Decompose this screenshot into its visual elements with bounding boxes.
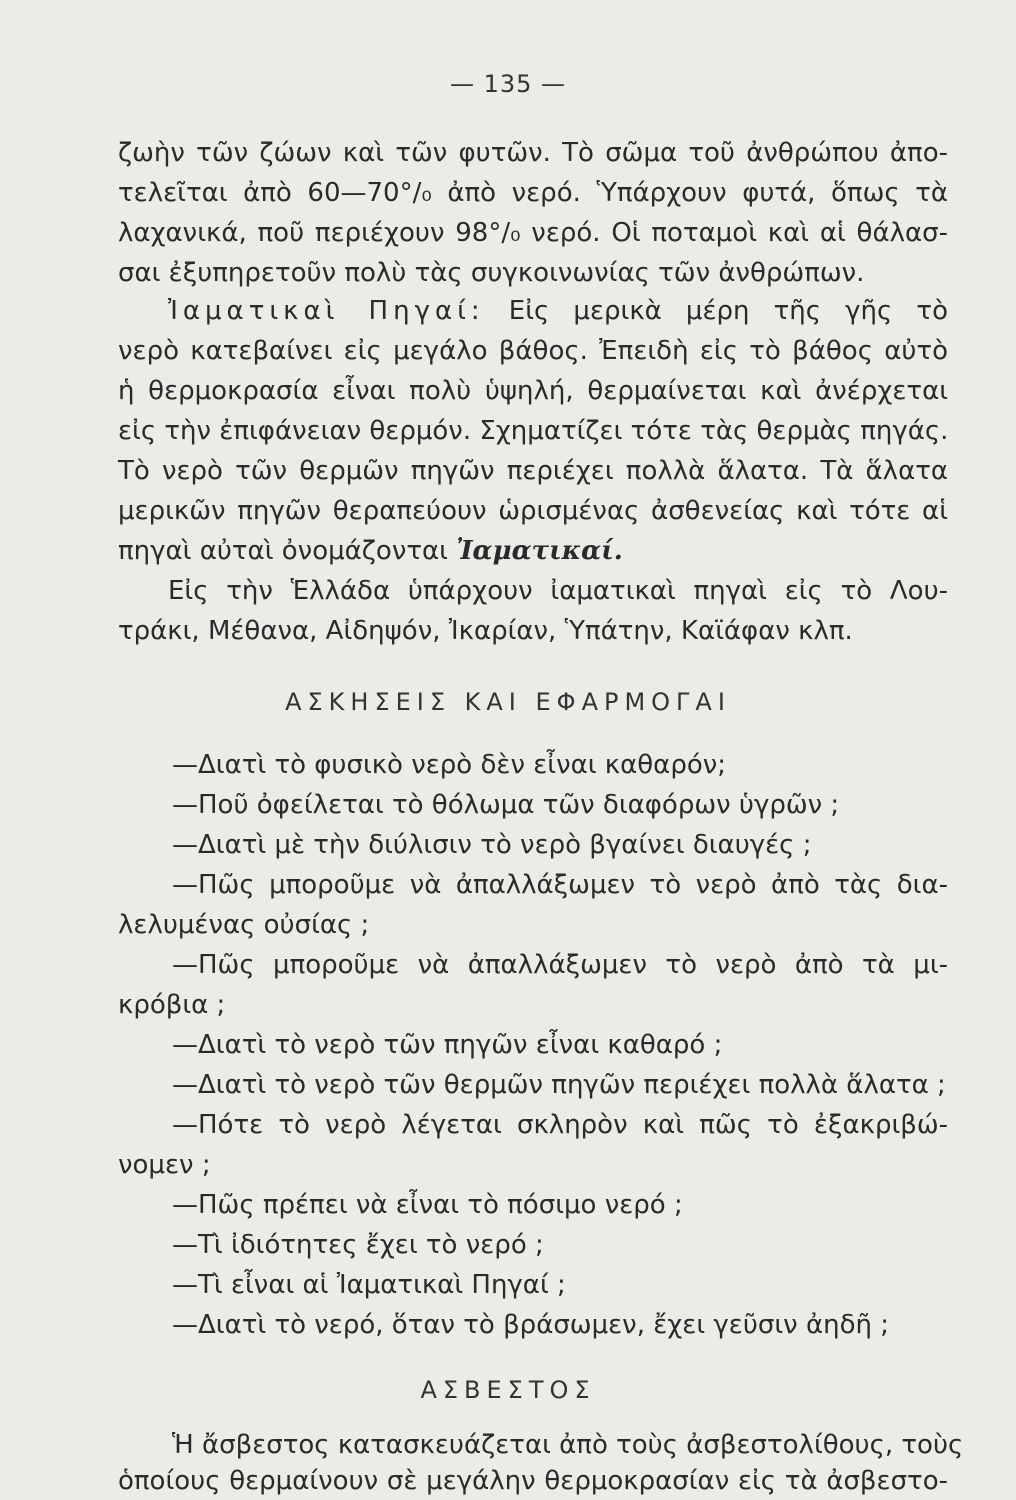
question-line: —Ποῦ ὀφείλεται τὸ θόλωμα τῶν διαφόρων ὑγρῶν ; — [172, 790, 840, 820]
text-line: Τὸ νερὸ τῶν θερμῶν πηγῶν περιέχει πολλὰ ἅλατα. Τὰ ἅλατα — [118, 456, 948, 486]
question-line: —Διατὶ τὸ νερὸ τῶν θερμῶν πηγῶν περιέχει πολλὰ ἅλατα ; — [172, 1070, 946, 1100]
text-line: Εἰς τὴν Ἑλλάδα ὑπάρχουν ἰαματικαὶ πηγαὶ εἰς τὸ Λου- — [168, 576, 948, 606]
page-number: — 135 — — [449, 70, 567, 98]
text-line: Ἡ ἄσβεστος κατασκευάζεται ἀπὸ τοὺς ἀσβεστολίθους, τοὺς — [172, 1430, 964, 1460]
question-line: —Πῶς μποροῦμε νὰ ἀπαλλάξωμεν τὸ νερὸ ἀπὸ τὰ μι- — [172, 950, 948, 980]
text-line: ζωὴν τῶν ζώων καὶ τῶν φυτῶν. Τὸ σῶμα τοῦ ἀνθρώπου ἀπο- — [118, 138, 948, 168]
section-heading: ΑΣΒΕΣΤΟΣ — [420, 1376, 596, 1404]
question-line: —Διατὶ τὸ νερὸ τῶν πηγῶν εἶναι καθαρό ; — [172, 1030, 723, 1060]
section-heading: ΑΣΚΗΣΕΙΣ ΚΑΙ ΕΦΑΡΜΟΓΑΙ — [285, 688, 731, 716]
paragraph-lead-line — [168, 296, 948, 326]
question-line: κρόβια ; — [118, 990, 226, 1020]
question-line: —Διατὶ τὸ φυσικὸ νερὸ δὲν εἶναι καθαρόν; — [172, 750, 727, 780]
text-line: νερὸ κατεβαίνει εἰς μεγάλο βάθος. Ἐπειδὴ εἰς τὸ βάθος αὐτὸ — [118, 336, 948, 366]
question-line: —Τὶ εἶναι αἱ Ἰαματικαὶ Πηγαί ; — [172, 1270, 566, 1300]
question-line: —Πῶς μποροῦμε νὰ ἀπαλλάξωμεν τὸ νερὸ ἀπὸ τὰς δια- — [172, 870, 948, 900]
italic-bold-term: Ἰαματικαί. — [456, 536, 623, 566]
text-line: ὁποίους θερμαίνουν σὲ μεγάλην θερμοκρασίαν εἰς τὰ ἀσβεστο- — [118, 1466, 948, 1496]
text-line — [118, 536, 623, 566]
question-line: λελυμένας οὐσίας ; — [118, 910, 370, 940]
lead-line-rest: Εἰς μερικὰ μέρη τῆς γῆς τὸ — [484, 296, 948, 326]
question-line: —Διατὶ μὲ τὴν διύλισιν τὸ νερὸ βγαίνει διαυγές ; — [172, 830, 812, 860]
question-line: —Πότε τὸ νερὸ λέγεται σκληρὸν καὶ πῶς τὸ ἐξακριβώ- — [172, 1110, 948, 1140]
text-line: ἡ θερμοκρασία εἶναι πολὺ ὑψηλή, θερμαίνεται καὶ ἀνέρχεται — [118, 376, 948, 406]
text-line: λαχανικά, ποῦ περιέχουν 98°/₀ νερό. Οἱ ποταμοὶ καὶ αἱ θάλασ- — [118, 218, 948, 248]
question-line: νομεν ; — [118, 1150, 211, 1180]
question-line: —Διατὶ τὸ νερό, ὅταν τὸ βράσωμεν, ἔχει γεῦσιν ἀηδῆ ; — [172, 1310, 889, 1340]
spaced-lead-term: Ἰαματικαὶ Πηγαί: — [168, 296, 485, 326]
text-line: μερικῶν πηγῶν θεραπεύουν ὡρισμένας ἀσθενείας καὶ τότε αἱ — [118, 496, 948, 526]
text-plain: πηγαὶ αὐταὶ ὀνομάζονται — [118, 536, 457, 566]
text-line: εἰς τὴν ἐπιφάνειαν θερμόν. Σχηματίζει τότε τὰς θερμὰς πηγάς. — [118, 416, 949, 446]
question-line: —Τὶ ἰδιότητες ἔχει τὸ νερό ; — [172, 1230, 544, 1260]
question-line: —Πῶς πρέπει νὰ εἶναι τὸ πόσιμο νερό ; — [172, 1190, 683, 1220]
text-line: τελεῖται ἀπὸ 60—70°/₀ ἀπὸ νερό. Ὑπάρχουν φυτά, ὅπως τὰ — [118, 178, 948, 208]
text-line: τράκι, Μέθανα, Αἰδηψόν, Ἰκαρίαν, Ὑπάτην, Καϊάφαν κλπ. — [118, 616, 853, 646]
text-line: σαι ἐξυπηρετοῦν πολὺ τὰς συγκοινωνίας τῶν ἀνθρώπων. — [118, 258, 865, 288]
